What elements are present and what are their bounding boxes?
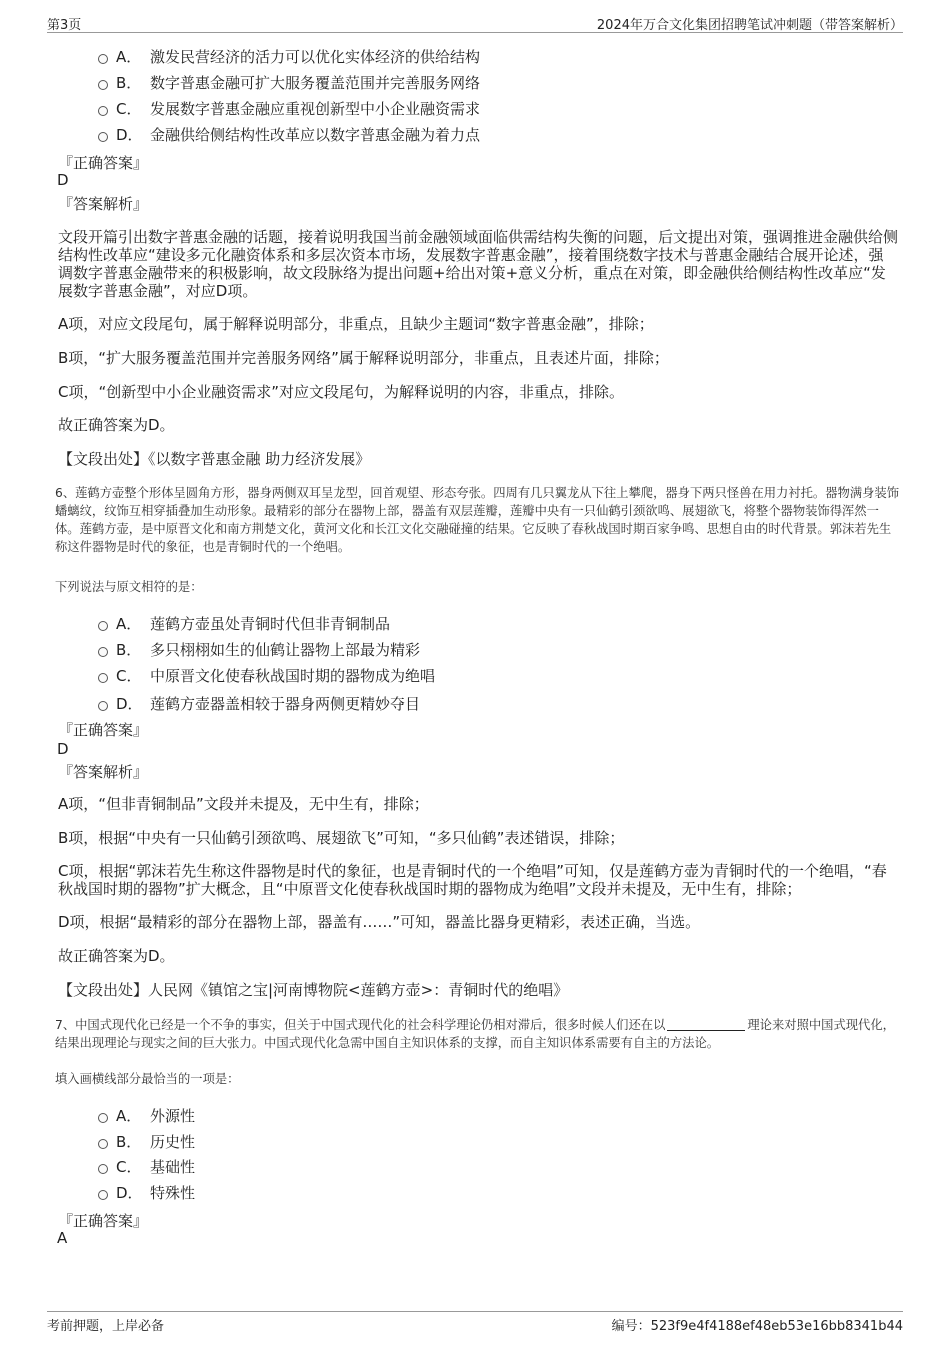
- q6-source: 【文段出处】人民网《镇馆之宝|河南博物院<莲鹤方壶>：青铜时代的绝唱》: [58, 981, 569, 999]
- q7-answer: A: [57, 1229, 68, 1247]
- option-text: 中原晋文化使春秋战国时期的器物成为绝唱: [150, 667, 436, 685]
- q6-answer-label: 『正确答案』: [58, 721, 149, 739]
- q7-option-c[interactable]: C． 基础性: [98, 1156, 195, 1178]
- q5-analysis-c: C项，“创新型中小企业融资需求”对应文段尾句，为解释说明的内容，非重点，排除。: [58, 383, 625, 401]
- radio-icon[interactable]: [98, 1190, 108, 1200]
- q5-conclusion: 故正确答案为D。: [58, 416, 175, 434]
- q6-prompt: 下列说法与原文相符的是：: [55, 580, 203, 594]
- q5-option-a[interactable]: A． 激发民营经济的活力可以优化实体经济的供给结构: [98, 46, 480, 68]
- q5-analysis-a: A项，对应文段尾句，属于解释说明部分，非重点，且缺少主题词“数字普惠金融”，排除；: [58, 315, 654, 333]
- q6-option-d[interactable]: D． 莲鹤方壶器盖相较于器身两侧更精妙夺目: [98, 693, 420, 715]
- q6-stem: 6、莲鹤方壶整个形体呈圆角方形，器身两侧双耳呈龙型，回首观望、形态夸张。四周有几只翼龙从下往上攀爬，器身下两只怪兽在用力衬托。器物满身装饰蟠螭纹，纹饰互相穿插叠加生动形象。最精彩的部分在器物上部，器盖有双层莲瓣，莲瓣中央有一只仙鹤引颈欲鸣、展翅欲飞，将整个器物装饰得浑然一体。莲鹤方壶，是中原晋文化和南方荆楚文化，黄河文化和长江文化交融碰撞的结果。它反映了春秋战国时期百家争鸣、思想自由的时代背景。郭沫若先生称这件器物是时代的象征，也是青铜时代的一个绝唱。: [55, 486, 900, 554]
- q5-option-c[interactable]: C． 发展数字普惠金融应重视创新型中小企业融资需求: [98, 98, 480, 120]
- q7-answer-label: 『正确答案』: [58, 1212, 149, 1230]
- option-text: 多只栩栩如生的仙鹤让器物上部最为精彩: [150, 641, 421, 659]
- q6-analysis-a: A项，“但非青铜制品”文段并未提及，无中生有，排除；: [58, 795, 429, 813]
- fill-in-blank: [667, 1018, 745, 1031]
- q7-option-a[interactable]: A． 外源性: [98, 1105, 195, 1127]
- radio-icon[interactable]: [98, 106, 108, 116]
- q7-stem: 7、中国式现代化已经是一个不争的事实，但关于中国式现代化的社会科学理论仍相对滞后，很多时候人们还在以 理论来对照中国式现代化，结果出现理论与现实之间的巨大张力。中国式现代化急需中国自主知识体系的支撑，而自主知识体系需要有自主的方法论。: [55, 1018, 895, 1050]
- document-code: 编号：523f9e4f4188ef48eb53e16bb8341b44: [611, 1319, 903, 1334]
- footer-slogan: 考前押题，上岸必备: [47, 1319, 165, 1334]
- radio-icon[interactable]: [98, 1164, 108, 1174]
- q6-option-b[interactable]: B． 多只栩栩如生的仙鹤让器物上部最为精彩: [98, 639, 420, 661]
- q6-option-c[interactable]: C． 中原晋文化使春秋战国时期的器物成为绝唱: [98, 665, 435, 687]
- option-text: 莲鹤方壶虽处青铜时代但非青铜制品: [150, 615, 391, 633]
- option-text: 金融供给侧结构性改革应以数字普惠金融为着力点: [150, 126, 481, 144]
- radio-icon[interactable]: [98, 701, 108, 711]
- q6-conclusion: 故正确答案为D。: [58, 947, 175, 965]
- option-text: 数字普惠金融可扩大服务覆盖范围并完善服务网络: [150, 74, 481, 92]
- q7-option-d[interactable]: D． 特殊性: [98, 1182, 195, 1204]
- q5-option-b[interactable]: B． 数字普惠金融可扩大服务覆盖范围并完善服务网络: [98, 72, 480, 94]
- option-text: 莲鹤方壶器盖相较于器身两侧更精妙夺目: [150, 695, 421, 713]
- radio-icon[interactable]: [98, 1113, 108, 1123]
- q6-analysis-c: C项，根据“郭沫若先生称这件器物是时代的象征，也是青铜时代的一个绝唱”可知，仅是莲鹤方壶为青铜时代的一个绝唱，“春秋战国时期的器物”扩大概念，且“中原晋文化使春秋战国时期的器物成为绝唱”文段并未提及，无中生有，排除；: [58, 862, 887, 898]
- q6-option-a[interactable]: A． 莲鹤方壶虽处青铜时代但非青铜制品: [98, 613, 390, 635]
- q5-option-d[interactable]: D． 金融供给侧结构性改革应以数字普惠金融为着力点: [98, 124, 480, 146]
- radio-icon[interactable]: [98, 1139, 108, 1149]
- q7-prompt: 填入画横线部分最恰当的一项是：: [55, 1072, 240, 1086]
- radio-icon[interactable]: [98, 621, 108, 631]
- radio-icon[interactable]: [98, 80, 108, 90]
- radio-icon[interactable]: [98, 647, 108, 657]
- q5-analysis-b: B项，“扩大服务覆盖范围并完善服务网络”属于解释说明部分，非重点，且表述片面，排除；: [58, 349, 669, 367]
- q7-option-b[interactable]: B． 历史性: [98, 1131, 195, 1153]
- option-text: 基础性: [150, 1158, 196, 1176]
- q6-answer: D: [57, 740, 69, 758]
- option-text: 历史性: [150, 1133, 196, 1151]
- q5-analysis-label: 『答案解析』: [58, 195, 149, 213]
- q5-answer-label: 『正确答案』: [58, 154, 149, 172]
- radio-icon[interactable]: [98, 132, 108, 142]
- q5-source: 【文段出处】《以数字普惠金融 助力经济发展》: [58, 450, 371, 468]
- option-text: 特殊性: [150, 1184, 196, 1202]
- radio-icon[interactable]: [98, 673, 108, 683]
- q6-analysis-d: D项，根据“最精彩的部分在器物上部，器盖有……”可知，器盖比器身更精彩，表述正确，当选。: [58, 913, 701, 931]
- page-footer: [47, 1311, 903, 1338]
- option-text: 激发民营经济的活力可以优化实体经济的供给结构: [150, 48, 481, 66]
- radio-icon[interactable]: [98, 54, 108, 64]
- q6-analysis-label: 『答案解析』: [58, 763, 149, 781]
- option-text: 外源性: [150, 1107, 196, 1125]
- document-title: 2024年万合文化集团招聘笔试冲刺题（带答案解析）: [596, 18, 903, 33]
- page-header: [47, 14, 903, 33]
- q5-analysis-paragraph: 文段开篇引出数字普惠金融的话题，接着说明我国当前金融领域面临供需结构失衡的问题，后文提出对策，强调推进金融供给侧结构性改革应“建设多元化融资体系和多层次资本市场，发展数字普惠金融”，接着围绕数字技术与普惠金融结合展开论述，强调数字普惠金融带来的积极影响，故文段脉络为提出问题+给出对策+意义分析，重点在对策，即金融供给侧结构性改革应“发展数字普惠金融”，对应D项。: [58, 228, 899, 300]
- page-number: 第3页: [47, 18, 82, 33]
- q5-answer: D: [57, 171, 69, 189]
- option-text: 发展数字普惠金融应重视创新型中小企业融资需求: [150, 100, 481, 118]
- q6-analysis-b: B项，根据“中央有一只仙鹤引颈欲鸣、展翅欲飞”可知，“多只仙鹤”表述错误，排除；: [58, 829, 625, 847]
